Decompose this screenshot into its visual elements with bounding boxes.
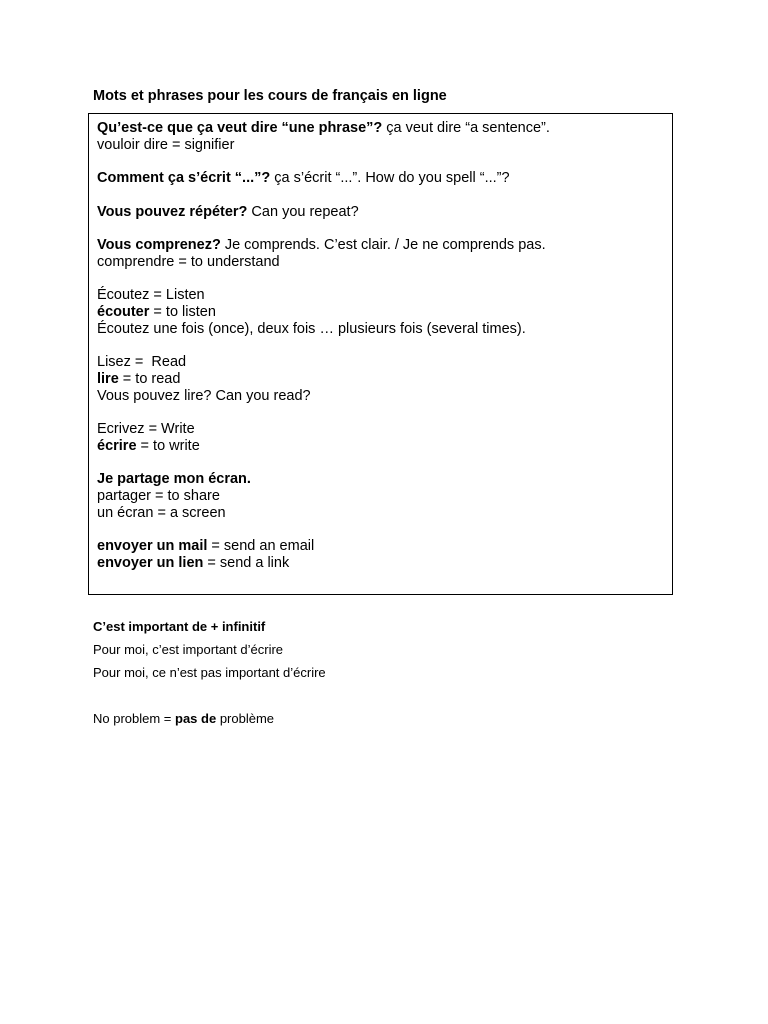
vocab-line: Écoutez une fois (once), deux fois … plusieurs fois (several times). [97, 320, 526, 337]
vocab-line: comprendre = to understand [97, 253, 280, 270]
important-heading: C’est important de + infinitif [93, 619, 266, 634]
vocab-line: Lisez = Read [97, 354, 187, 371]
entry-how-to-spell [97, 170, 672, 187]
vocab-verb: lire [97, 370, 119, 387]
entry-write [97, 421, 672, 455]
vocab-line: vouloir dire = signifier [97, 136, 235, 153]
entry-send [97, 538, 672, 572]
vocab-verb: envoyer un lien [97, 555, 204, 572]
vocab-translation: = to read [118, 370, 181, 387]
vocab-verb: envoyer un mail [97, 538, 208, 555]
vocab-line: un écran = a screen [97, 504, 226, 521]
vocab-translation: = send a link [203, 555, 290, 572]
entry-share-screen [97, 471, 672, 521]
phrase-question: Vous pouvez répéter? [97, 203, 248, 220]
no-problem-line: No problem = pas de problème [93, 711, 275, 726]
phrase-question: Vous comprenez? [97, 236, 221, 253]
page-title: Mots et phrases pour les cours de français en ligne [93, 88, 447, 104]
phrase-answer: Je comprends. C’est clair. / Je ne comprends pas. [220, 236, 546, 253]
phrase-question: Je partage mon écran. [97, 471, 251, 488]
vocab-verb: écrire [97, 437, 137, 454]
no-problem-bold: pas de [175, 711, 217, 726]
phrases-box [88, 113, 673, 595]
phrase-question: Comment ça s’écrit “...”? [97, 170, 271, 187]
entry-what-does-it-mean [97, 120, 672, 154]
vocab-line: Vous pouvez lire? Can you read? [97, 387, 311, 404]
entry-read [97, 354, 672, 404]
entry-understand [97, 237, 672, 271]
entry-repeat [97, 204, 672, 221]
vocab-translation: = send an email [207, 538, 315, 555]
vocab-line: partager = to share [97, 488, 220, 505]
important-example-1: Pour moi, c’est important d’écrire [93, 642, 284, 657]
phrase-answer: ça s’écrit “...”. How do you spell “...”? [270, 170, 510, 187]
vocab-line: Écoutez = Listen [97, 287, 205, 304]
important-example-2: Pour moi, ce n’est pas important d’écrire [93, 665, 326, 680]
phrase-answer: Can you repeat? [247, 203, 359, 220]
phrase-answer: ça veut dire “a sentence”. [382, 120, 550, 136]
vocab-verb: écouter [97, 303, 150, 320]
entry-listen [97, 287, 672, 337]
phrase-question: Qu’est-ce que ça veut dire “une phrase”? [97, 120, 383, 136]
vocab-translation: = to write [136, 437, 200, 454]
vocab-translation: = to listen [149, 303, 216, 320]
vocab-line: Ecrivez = Write [97, 421, 195, 438]
